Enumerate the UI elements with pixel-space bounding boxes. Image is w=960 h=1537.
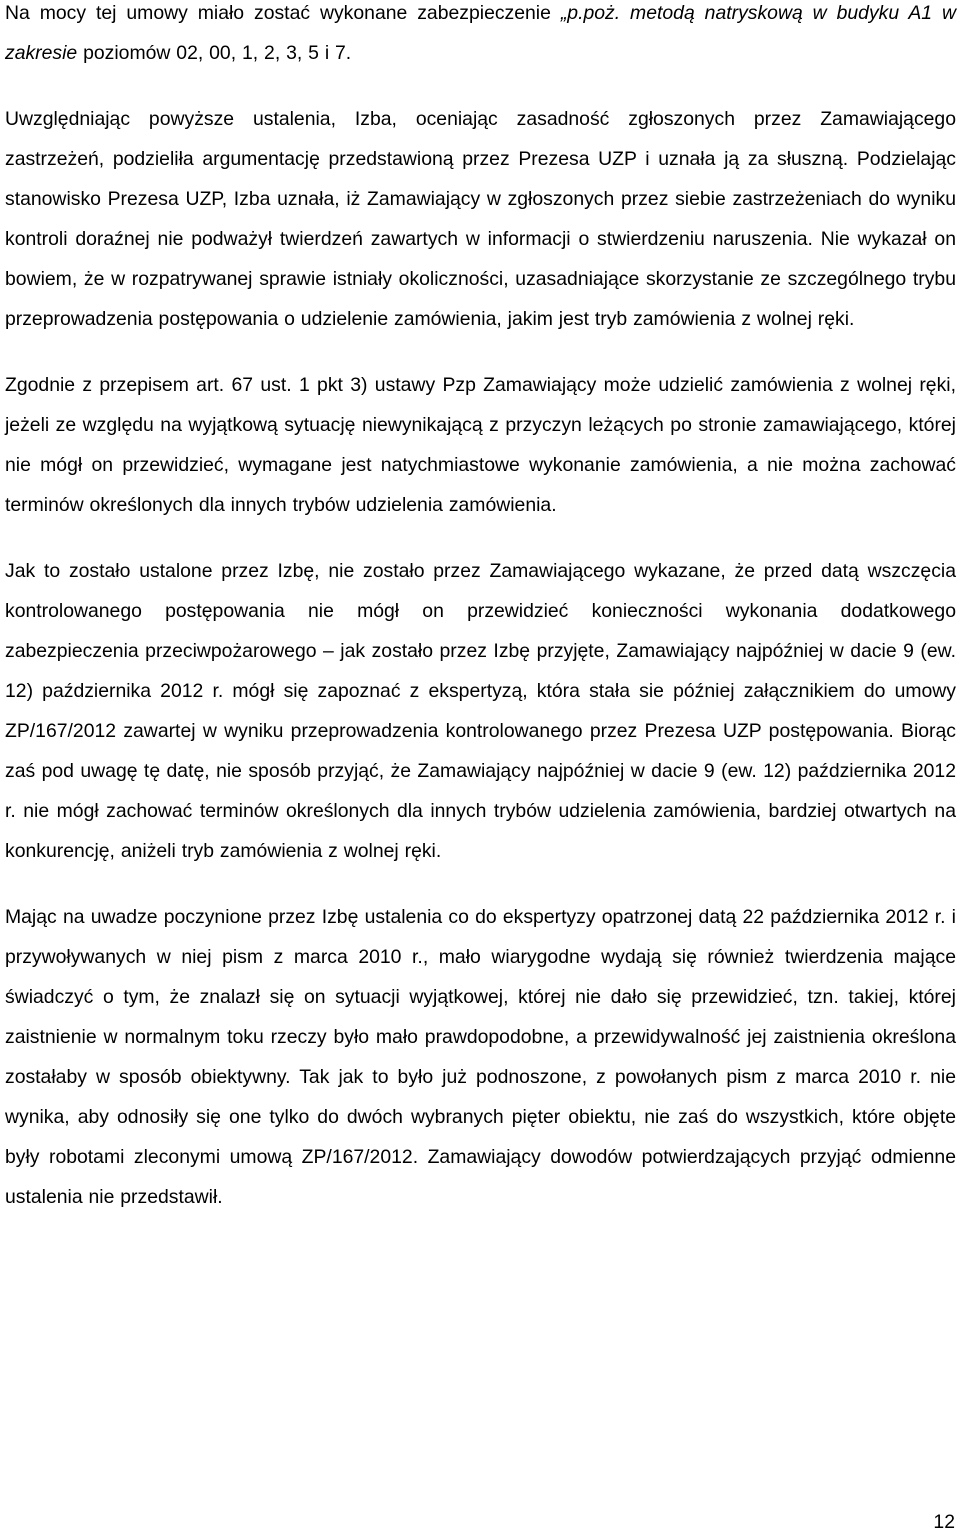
- paragraph-1-text-a: Na mocy tej umowy miało zostać wykonane zabezpieczenie: [5, 2, 561, 24]
- paragraph-1-text-b: poziomów 02, 00, 1, 2, 3, 5 i 7.: [77, 42, 352, 64]
- paragraph-gap: [5, 871, 956, 897]
- paragraph-1: [5, 0, 956, 73]
- paragraph-1-quote: „p.poż. metodą natryskową w budyku A1 w zakresie: [5, 2, 956, 64]
- paragraph-gap: [5, 73, 956, 99]
- paragraph-2: Uwzględniając powyższe ustalenia, Izba, oceniając zasadność zgłoszonych przez Zamawiającego zastrzeżeń, podzieliła argumentację przedstawioną przez Prezesa UZP i uznała ją za słuszną. Podzielając stanowisko Prezesa UZP, Izba uznała, iż Zamawiający w zgłoszonych przez siebie zastrzeżeniach do wyniku kontroli doraźnej nie podważył twierdzeń zawartych w informacji o stwierdzeniu naruszenia. Nie wykazał on bowiem, że w rozpatrywanej sprawie istniały okoliczności, uzasadniające skorzystanie ze szczególnego trybu przeprowadzenia postępowania o udzielenie zamówienia, jakim jest tryb zamówienia z wolnej ręki.: [5, 108, 956, 330]
- paragraph-3: Zgodnie z przepisem art. 67 ust. 1 pkt 3) ustawy Pzp Zamawiający może udzielić zamówienia z wolnej ręki, jeżeli ze względu na wyjątkową sytuację niewynikającą z przyczyn leżących po stronie zamawiającego, której nie mógł on przewidzieć, wymagane jest natychmiastowe wykonanie zamówienia, a nie można zachować terminów określonych dla innych trybów udzielenia zamówienia.: [5, 374, 956, 516]
- paragraph-gap: [5, 339, 956, 365]
- page-number: 12: [933, 1511, 955, 1533]
- document-page: [5, 0, 956, 1217]
- paragraph-gap: [5, 525, 956, 551]
- paragraph-4: Jak to zostało ustalone przez Izbę, nie zostało przez Zamawiającego wykazane, że przed datą wszczęcia kontrolowanego postępowania nie mógł on przewidzieć konieczności wykonania dodatkowego zabezpieczenia przeciwpożarowego – jak zostało przez Izbę przyjęte, Zamawiający najpóźniej w dacie 9 (ew. 12) października 2012 r. mógł się zapoznać z ekspertyzą, która stała sie później załącznikiem do umowy ZP/167/2012 zawartej w wyniku przeprowadzenia kontrolowanego przez Prezesa UZP postępowania. Biorąc zaś pod uwagę tę datę, nie sposób przyjąć, że Zamawiający najpóźniej w dacie 9 (ew. 12) października 2012 r. nie mógł zachować terminów określonych dla innych trybów udzielenia zamówienia, bardziej otwartych na konkurencję, aniżeli tryb zamówienia z wolnej ręki.: [5, 560, 956, 862]
- paragraph-5: Mając na uwadze poczynione przez Izbę ustalenia co do ekspertyzy opatrzonej datą 22 października 2012 r. i przywoływanych w niej pism z marca 2010 r., mało wiarygodne wydają się również twierdzenia mające świadczyć o tym, że znalazł się on sytuacji wyjątkowej, której nie dało się przewidzieć, tzn. takiej, której zaistnienie w normalnym toku rzeczy było mało prawdopodobne, a przewidywalność jej zaistnienia określona zostałaby w sposób obiektywny. Tak jak to było już podnoszone, z powołanych pism z marca 2010 r. nie wynika, aby odnosiły się one tylko do dwóch wybranych pięter obiektu, nie zaś do wszystkich, które objęte były robotami zleconymi umową ZP/167/2012. Zamawiający dowodów potwierdzających przyjąć odmienne ustalenia nie przedstawił.: [5, 906, 956, 1208]
